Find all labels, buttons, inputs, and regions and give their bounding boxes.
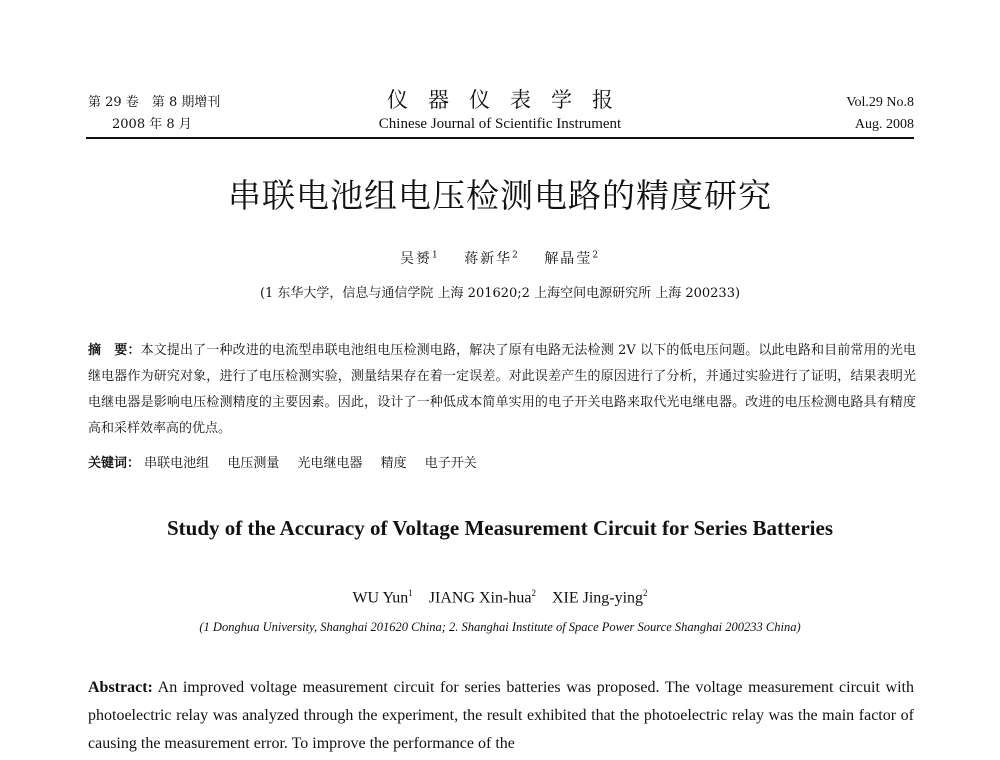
affiliation-cn: (1 东华大学，信息与通信学院 上海 201620;2 上海空间电源研究所 上海 200233) — [259, 286, 741, 301]
issue-info-en — [846, 92, 914, 136]
journal-title-cn: 仪器仪表学报 — [387, 88, 633, 112]
author-affil-mark: 2 — [643, 588, 648, 598]
journal-title-en: Chinese Journal of Scientific Instrument — [378, 116, 622, 132]
abstract-en — [88, 674, 914, 758]
paper-title-cn: 串联电池组电压检测电路的精度研究 — [228, 176, 772, 215]
abstract-en-text: An improved voltage measurement circuit for series batteries was proposed. The voltage measurement circuit with photoelectric relay was analyzed through the experiment, the result exhibited that the photoelectric relay was the main factor of causing the measurement error. To improve the performance of the — [88, 679, 914, 752]
keyword: 精度 — [380, 456, 407, 471]
keyword: 电压测量 — [227, 456, 280, 471]
keyword: 电子开关 — [424, 456, 477, 471]
header-rule — [86, 137, 914, 139]
author-cn: 吴赟 — [399, 251, 432, 267]
author-affil-mark: 1 — [431, 250, 440, 261]
author-en: JIANG Xin-hua — [428, 589, 532, 607]
keyword: 串联电池组 — [144, 456, 210, 471]
keywords-cn-label: 关键词： — [88, 456, 141, 471]
volume-number: Vol.29 No.8 — [846, 95, 914, 110]
issue-date: 2008 年 8 月 — [112, 117, 192, 132]
issue-date-en: Aug. 2008 — [854, 117, 914, 132]
keyword: 光电继电器 — [297, 456, 363, 471]
authors-en — [0, 588, 1000, 607]
abstract-en-label: Abstract: — [88, 679, 153, 696]
affiliation-en: (1 Donghua University, Shanghai 201620 China; 2. Shanghai Institute of Space Power Source Shanghai 200233 China) — [199, 620, 801, 634]
author-affil-mark: 1 — [408, 588, 413, 598]
author-affil-mark: 2 — [592, 250, 601, 261]
paper-title-en: Study of the Accuracy of Voltage Measurement Circuit for Series Batteries — [166, 516, 834, 540]
author-cn: 解晶莹 — [544, 251, 593, 267]
keywords-cn — [88, 452, 491, 471]
author-affil-mark: 2 — [512, 250, 520, 261]
author-en: XIE Jing-ying — [551, 589, 644, 607]
author-cn: 蒋新华 — [464, 251, 513, 267]
author-affil-mark: 2 — [531, 588, 536, 598]
volume-issue: 第 29 卷 第 8 期增刊 — [88, 95, 221, 110]
abstract-cn-text: 本文提出了一种改进的电流型串联电池组电压检测电路，解决了原有电路无法检测 2V 以下的低电压问题。以此电路和目前常用的光电继电器作为研究对象，进行了电压检测实验，测量结果存在着一定误差。对此误差产生的原因进行了分析，并通过实验进行了证明，结果表明光电继电器是影响电压检测精度的主要因素。因此，设计了一种低成本简单实用的电子开关电路来取代光电继电器。改进的电压检测电路具有精度高和采样效率高的优点。 — [88, 343, 916, 436]
authors-cn — [0, 248, 1000, 268]
abstract-cn-label: 摘 要： — [88, 343, 141, 358]
abstract-cn — [88, 338, 916, 442]
author-en: WU Yun — [352, 589, 409, 607]
